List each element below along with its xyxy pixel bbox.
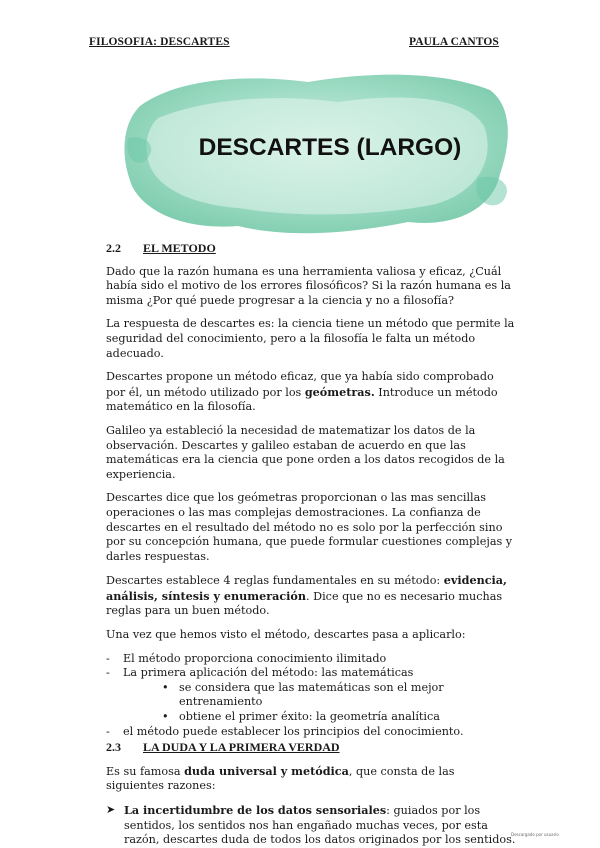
- paragraph: Descartes dice que los geómetras proporcionan o las mas sencillas operaciones o las mas complejas demostraciones. La confianza de descartes en el resultado del método no es solo por la perfección sino por su concepción humana, que puede formular cuestiones complejas y darles respuestas.: [106, 491, 513, 563]
- header-author: PAULA CANTOS: [409, 36, 499, 48]
- footer-watermark: Descargado por usuario: [511, 832, 559, 837]
- paragraph: Una vez que hemos visto el método, descartes pasa a aplicarlo:: [106, 628, 466, 642]
- bold-term: duda universal y metódica: [184, 763, 349, 778]
- paragraph: Descartes establece 4 reglas fundamentales en su método: evidencia, análisis, síntesis y enumeración. Dice que no es necesario muchas reglas para un buen método.: [106, 573, 507, 618]
- header-subject: FILOSOFIA: DESCARTES: [89, 36, 230, 48]
- sub-list-item: • obtiene el primer éxito: la geometría analítica: [162, 710, 516, 725]
- sub-list-item: • se considera que las matemáticas son el mejor entrenamiento: [162, 681, 516, 710]
- section-heading-2-3: [106, 740, 516, 755]
- paragraph: La respuesta de descartes es: la ciencia tiene un método que permite la seguridad del conocimiento, pero a la filosofía le falta un método adecuado.: [106, 317, 515, 360]
- section-heading-2-2: [106, 241, 516, 256]
- paragraph: Dado que la razón humana es una herramienta valiosa y eficaz, ¿Cuál había sido el motivo de los errores filosóficos? Si la razón humana es la misma ¿Por qué puede progresar a la ciencia y no a filosofía?: [106, 264, 511, 307]
- title-banner: [118, 68, 518, 238]
- list-item: - el método puede establecer los principios del conocimiento.: [106, 725, 516, 740]
- arrow-bullet-icon: ➤: [106, 803, 116, 816]
- section-number: 2.2: [106, 241, 121, 255]
- list-item: - La primera aplicación del método: las matemáticas • se considera que las matemáticas son el mejor entrenamiento • obtiene el primer éxito: la geometría analítica: [106, 666, 516, 724]
- bold-term: La incertidumbre de los datos sensoriales: [124, 803, 387, 817]
- list-item: - El método proporciona conocimiento ilimitado: [106, 652, 516, 667]
- document-body: [106, 241, 516, 848]
- bold-term: evidencia, análisis, síntesis y enumeración: [106, 573, 507, 603]
- bold-term: geómetras.: [304, 384, 375, 399]
- section-title: LA DUDA Y LA PRIMERA VERDAD: [143, 740, 340, 755]
- paragraph: Descartes propone un método eficaz, que ya había sido comprobado por él, un método utilizado por los geómetras. Introduce un método matemático en la filosofía.: [106, 370, 498, 414]
- section-title: EL METODO: [143, 241, 216, 255]
- sub-list: [123, 681, 516, 725]
- document-title: DESCARTES (LARGO): [198, 134, 462, 161]
- paragraph: Galileo ya estableció la necesidad de matematizar los datos de la observación. Descartes y galileo estaban de acuerdo en que las matemáticas era la ciencia que pone orden a los datos recogidos de la experiencia.: [106, 423, 505, 481]
- arrow-list-item: ➤ La incertidumbre de los datos sensoriales: guiados por los sentidos, los sentidos nos han engañado muchas veces, por esta razón, descartes duda de todos los datos originados por los sentidos.: [106, 803, 516, 847]
- method-list: [106, 652, 516, 740]
- paragraph: Es su famosa duda universal y metódica, que consta de las siguientes razones:: [106, 763, 455, 793]
- section-number: 2.3: [106, 740, 121, 755]
